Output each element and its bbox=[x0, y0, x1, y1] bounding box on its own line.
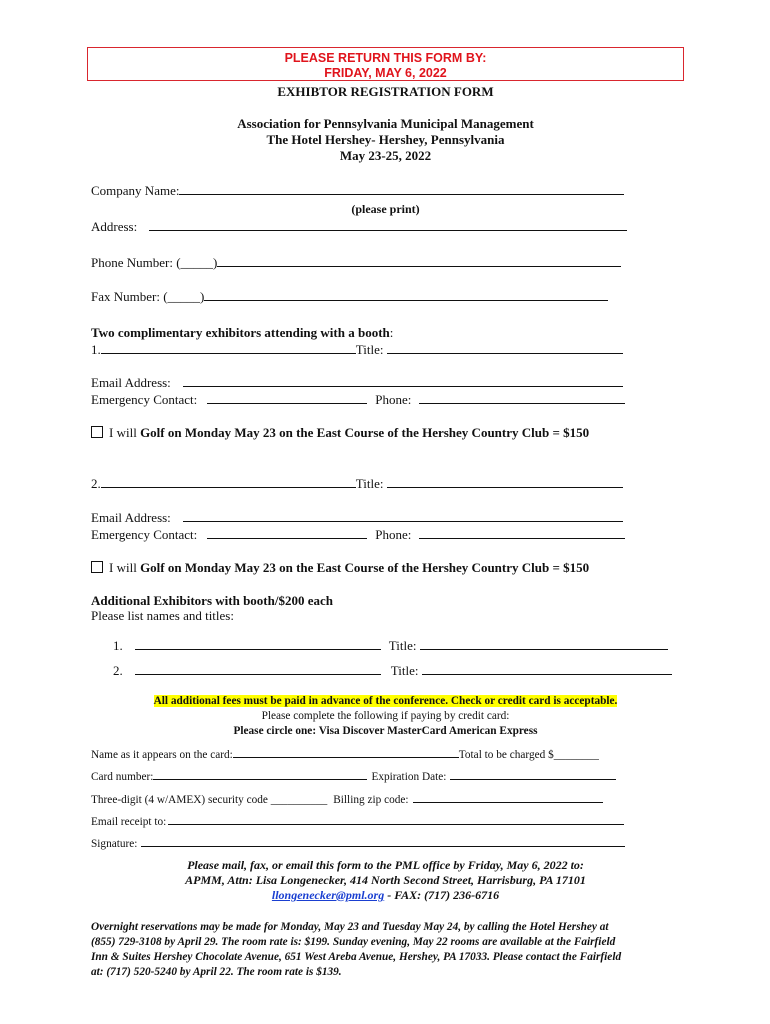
email-receipt-label: Email receipt to: bbox=[91, 816, 167, 828]
fax-number: - FAX: (717) 236-6716 bbox=[384, 888, 500, 902]
security-row[interactable] bbox=[91, 791, 603, 806]
pml-email-link[interactable]: llongenecker@pml.org bbox=[271, 888, 385, 902]
org-name: Association for Pennsylvania Municipal Management bbox=[237, 116, 534, 131]
additional-2-number: 2. bbox=[113, 663, 123, 678]
exhibitor-2-row[interactable] bbox=[91, 476, 623, 492]
golf-1-text: Golf on Monday May 23 on the East Course of the Hershey Country Club = $150 bbox=[140, 425, 590, 440]
exhibitor-1-email-line[interactable] bbox=[183, 375, 623, 387]
complimentary-heading-colon: : bbox=[389, 325, 394, 340]
expiration-label: Expiration Date: bbox=[371, 771, 447, 783]
additional-exhibitor-2-row[interactable] bbox=[113, 663, 672, 679]
return-notice-line1: PLEASE RETURN THIS FORM BY: bbox=[284, 51, 487, 65]
fees-notice-text: All additional fees must be paid in advance of the conference. Check or credit card is acceptable. bbox=[153, 695, 618, 707]
exhibitor-1-emergency-row[interactable] bbox=[91, 392, 625, 408]
exhibitor-2-emergency-line[interactable] bbox=[207, 527, 367, 539]
email-receipt-row[interactable] bbox=[91, 813, 624, 828]
complimentary-heading bbox=[91, 325, 393, 341]
expiration-line[interactable] bbox=[450, 768, 616, 780]
total-charged-label: Total to be charged $________ bbox=[458, 749, 599, 761]
overnight-line4: at: (717) 520-5240 by April 22. The room rate is $139. bbox=[91, 966, 342, 978]
golf-2-prefix: I will bbox=[109, 560, 141, 575]
mail-contact-line bbox=[87, 888, 684, 903]
exhibitor-1-emergency-line[interactable] bbox=[207, 392, 367, 404]
mail-instructions-line1: Please mail, fax, or email this form to the PML office by Friday, May 6, 2022 to: bbox=[187, 858, 584, 872]
card-number-row[interactable] bbox=[91, 768, 616, 783]
exhibitor-1-number: 1. bbox=[91, 342, 101, 357]
additional-1-title-label: Title: bbox=[388, 638, 417, 653]
card-name-line[interactable] bbox=[233, 746, 459, 758]
fax-label: Fax Number: (_____) bbox=[91, 289, 205, 304]
fax-field[interactable] bbox=[91, 289, 608, 305]
return-notice-line2: FRIDAY, MAY 6, 2022 bbox=[324, 66, 447, 80]
address-field[interactable] bbox=[91, 219, 627, 235]
overnight-line1: Overnight reservations may be made for Monday, May 23 and Tuesday May 24, by calling the Hotel Hershey at bbox=[91, 921, 609, 933]
golf-1-prefix: I will bbox=[109, 425, 141, 440]
additional-1-number: 1. bbox=[113, 638, 123, 653]
golf-checkbox-2[interactable] bbox=[91, 561, 103, 573]
exhibitor-2-number: 2. bbox=[91, 476, 101, 491]
card-number-label: Card number: bbox=[91, 771, 154, 783]
exhibitor-2-emergency-row[interactable] bbox=[91, 527, 625, 543]
overnight-line3: Inn & Suites Hershey Chocolate Avenue, 651 West Areba Avenue, Hershey, PA 17033. Please contact the Fairfield bbox=[91, 951, 622, 963]
address-label: Address: bbox=[91, 219, 138, 234]
exhibitor-2-email-label: Email Address: bbox=[91, 510, 171, 525]
exhibitor-1-row[interactable] bbox=[91, 342, 623, 358]
exhibitor-2-title-label: Title: bbox=[355, 476, 384, 491]
signature-line[interactable] bbox=[141, 835, 625, 847]
card-number-line[interactable] bbox=[153, 768, 367, 780]
exhibitor-1-phone-label: Phone: bbox=[375, 392, 412, 407]
card-name-label: Name as it appears on the card: bbox=[91, 749, 233, 761]
mail-address: APMM, Attn: Lisa Longenecker, 414 North Second Street, Harrisburg, PA 17101 bbox=[185, 873, 586, 887]
phone-line[interactable] bbox=[217, 255, 621, 267]
exhibitor-2-phone-line[interactable] bbox=[419, 527, 625, 539]
exhibitor-1-title-label: Title: bbox=[355, 342, 384, 357]
security-code-label: Three-digit (4 w/AMEX) security code __________ bbox=[91, 794, 328, 806]
exhibitor-2-name-line[interactable] bbox=[101, 476, 356, 488]
overnight-line2: (855) 729-3108 by April 29. The room rate is: $199. Sunday evening, May 22 rooms are available at the Fairfield bbox=[91, 936, 616, 948]
exhibitor-1-golf-option[interactable] bbox=[91, 425, 589, 441]
exhibitor-2-phone-label: Phone: bbox=[375, 527, 412, 542]
exhibitor-1-phone-line[interactable] bbox=[419, 392, 625, 404]
additional-1-title-line[interactable] bbox=[420, 638, 668, 650]
exhibitor-2-email-row[interactable] bbox=[91, 510, 623, 526]
card-name-row[interactable] bbox=[91, 746, 599, 761]
complimentary-heading-text: Two complimentary exhibitors attending with a booth bbox=[91, 325, 390, 340]
exhibitor-1-name-line[interactable] bbox=[101, 342, 356, 354]
exhibitor-2-emergency-label: Emergency Contact: bbox=[91, 527, 198, 542]
exhibitor-2-title-line[interactable] bbox=[387, 476, 623, 488]
phone-label: Phone Number: (_____) bbox=[91, 255, 218, 270]
phone-field[interactable] bbox=[91, 255, 621, 271]
exhibitor-2-golf-option[interactable] bbox=[91, 560, 589, 576]
exhibitor-1-title-line[interactable] bbox=[387, 342, 623, 354]
email-receipt-line[interactable] bbox=[168, 813, 624, 825]
additional-heading: Additional Exhibitors with booth/$200 each bbox=[91, 593, 333, 608]
exhibitor-1-emergency-label: Emergency Contact: bbox=[91, 392, 198, 407]
golf-2-text: Golf on Monday May 23 on the East Course of the Hershey Country Club = $150 bbox=[140, 560, 590, 575]
fees-notice bbox=[87, 695, 684, 707]
venue: The Hotel Hershey- Hershey, Pennsylvania bbox=[266, 132, 505, 147]
address-line[interactable] bbox=[149, 219, 627, 231]
golf-checkbox-1[interactable] bbox=[91, 426, 103, 438]
zip-label: Billing zip code: bbox=[333, 794, 409, 806]
credit-card-instructions: Please complete the following if paying by credit card: bbox=[261, 710, 510, 722]
additional-2-name-line[interactable] bbox=[135, 663, 381, 675]
company-name-line[interactable] bbox=[179, 183, 624, 195]
zip-line[interactable] bbox=[413, 791, 603, 803]
event-dates: May 23-25, 2022 bbox=[339, 148, 432, 163]
additional-1-name-line[interactable] bbox=[135, 638, 381, 650]
additional-exhibitor-1-row[interactable] bbox=[113, 638, 668, 654]
card-type-options[interactable]: Please circle one: Visa Discover MasterCard American Express bbox=[233, 725, 538, 737]
form-title: EXHIBTOR REGISTRATION FORM bbox=[277, 84, 494, 99]
additional-2-title-line[interactable] bbox=[422, 663, 672, 675]
additional-2-title-label: Title: bbox=[390, 663, 419, 678]
fax-line[interactable] bbox=[204, 289, 608, 301]
signature-label: Signature: bbox=[91, 838, 138, 850]
exhibitor-1-email-row[interactable] bbox=[91, 375, 623, 391]
additional-subheading: Please list names and titles: bbox=[91, 608, 234, 623]
company-name-label: Company Name: bbox=[91, 183, 180, 198]
please-print-note: (please print) bbox=[351, 202, 420, 216]
company-name-field[interactable] bbox=[91, 183, 624, 199]
exhibitor-1-email-label: Email Address: bbox=[91, 375, 171, 390]
exhibitor-2-email-line[interactable] bbox=[183, 510, 623, 522]
signature-row[interactable] bbox=[91, 835, 625, 850]
